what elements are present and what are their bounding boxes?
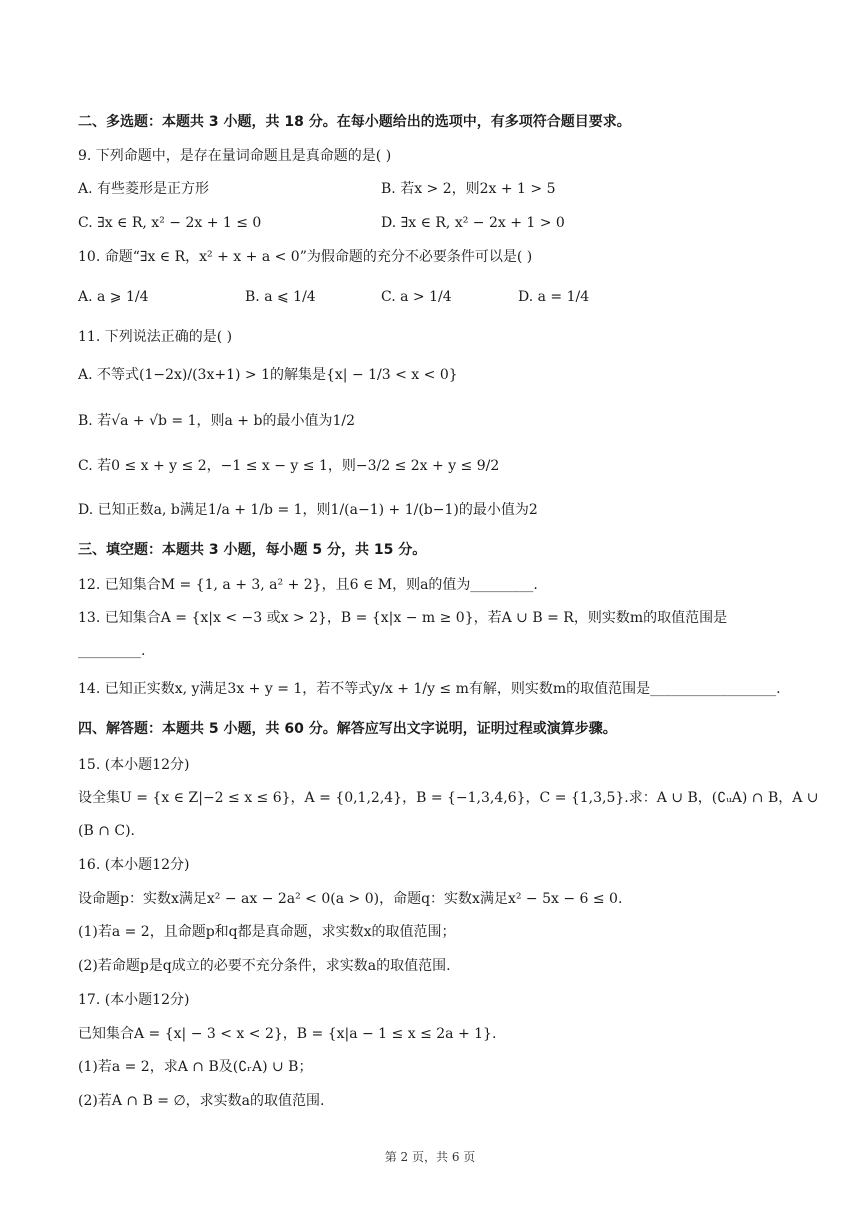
question-15-line-1: 设全集U = {x ∈ Z|−2 ≤ x ≤ 6}，A = {0,1,2,4}，B = {−1,3,4,6}，C = {1,3,5}.求：A ∪ B，(∁ᵤA) ∩ B，A ∪ (78, 790, 819, 806)
question-11-stem: 11. 下列说法正确的是( ) (78, 329, 233, 345)
question-10-option-a: A. a ⩾ 1/4 (78, 289, 149, 305)
section-heading-multiple-choice: 二、多选题：本题共 3 小题，共 18 分。在每小题给出的选项中，有多项符合题目要求。 (78, 114, 631, 130)
question-16-heading: 16. (本小题12分) (78, 857, 190, 873)
question-17-heading: 17. (本小题12分) (78, 992, 190, 1008)
question-9-stem: 9. 下列命题中，是存在量词命题且是真命题的是( ) (78, 148, 392, 164)
question-15-line-2: (B ∩ C). (78, 823, 136, 839)
question-15-heading: 15. (本小题12分) (78, 757, 190, 773)
question-11-option-d: D. 已知正数a, b满足1/a + 1/b = 1，则1/(a−1) + 1/(b−1)的最小值为2 (78, 502, 538, 518)
question-17-line-2: (1)若a = 2，求A ∩ B及(∁ᵣA) ∪ B； (78, 1059, 313, 1075)
question-11-option-a: A. 不等式(1−2x)/(3x+1) > 1的解集是{x| − 1/3 < x < 0} (78, 367, 458, 383)
question-11-option-c: C. 若0 ≤ x + y ≤ 2，−1 ≤ x − y ≤ 1，则−3/2 ≤ 2x + y ≤ 9/2 (78, 458, 500, 474)
question-13-line-2: _________. (78, 643, 146, 659)
question-10-stem: 10. 命题“∃x ∈ R，x² + x + a < 0”为假命题的充分不必要条件可以是( ) (78, 249, 533, 265)
section-heading-fill-in: 三、填空题：本题共 3 小题，每小题 5 分，共 15 分。 (78, 542, 427, 558)
question-9-option-a: A. 有些菱形是正方形 (78, 181, 210, 197)
question-10-option-d: D. a = 1/4 (518, 289, 590, 305)
question-9-option-c: C. ∃x ∈ R, x² − 2x + 1 ≤ 0 (78, 215, 262, 231)
question-10-option-c: C. a > 1/4 (381, 289, 452, 305)
question-17-line-3: (2)若A ∩ B = ∅，求实数a的取值范围. (78, 1093, 325, 1109)
question-10-option-b: B. a ⩽ 1/4 (245, 289, 316, 305)
question-9-option-b: B. 若x > 2，则2x + 1 > 5 (381, 181, 556, 197)
question-9-option-d: D. ∃x ∈ R, x² − 2x + 1 > 0 (381, 215, 565, 231)
section-heading-solutions: 四、解答题：本题共 5 小题，共 60 分。解答应写出文字说明，证明过程或演算步骤。 (78, 721, 617, 737)
question-16-line-1: 设命题p：实数x满足x² − ax − 2a² < 0(a > 0)，命题q：实数x满足x² − 5x − 6 ≤ 0. (78, 891, 623, 907)
question-11-option-b: B. 若√a + √b = 1，则a + b的最小值为1/2 (78, 413, 355, 429)
question-17-line-1: 已知集合A = {x| − 3 < x < 2}，B = {x|a − 1 ≤ x ≤ 2a + 1}. (78, 1026, 497, 1042)
page-footer: 第 2 页，共 6 页 (384, 1150, 476, 1164)
question-13-line-1: 13. 已知集合A = {x|x < −3 或x > 2}，B = {x|x − m ≥ 0}，若A ∪ B = R，则实数m的取值范围是 (78, 610, 728, 626)
question-16-line-2: (1)若a = 2，且命题p和q都是真命题，求实数x的取值范围； (78, 924, 456, 940)
question-12: 12. 已知集合M = {1, a + 3, a² + 2}，且6 ∈ M，则a的值为_________. (78, 577, 538, 593)
question-14: 14. 已知正实数x, y满足3x + y = 1，若不等式y/x + 1/y ≤ m有解，则实数m的取值范围是__________________. (78, 681, 781, 697)
question-16-line-3: (2)若命题p是q成立的必要不充分条件，求实数a的取值范围. (78, 958, 451, 974)
